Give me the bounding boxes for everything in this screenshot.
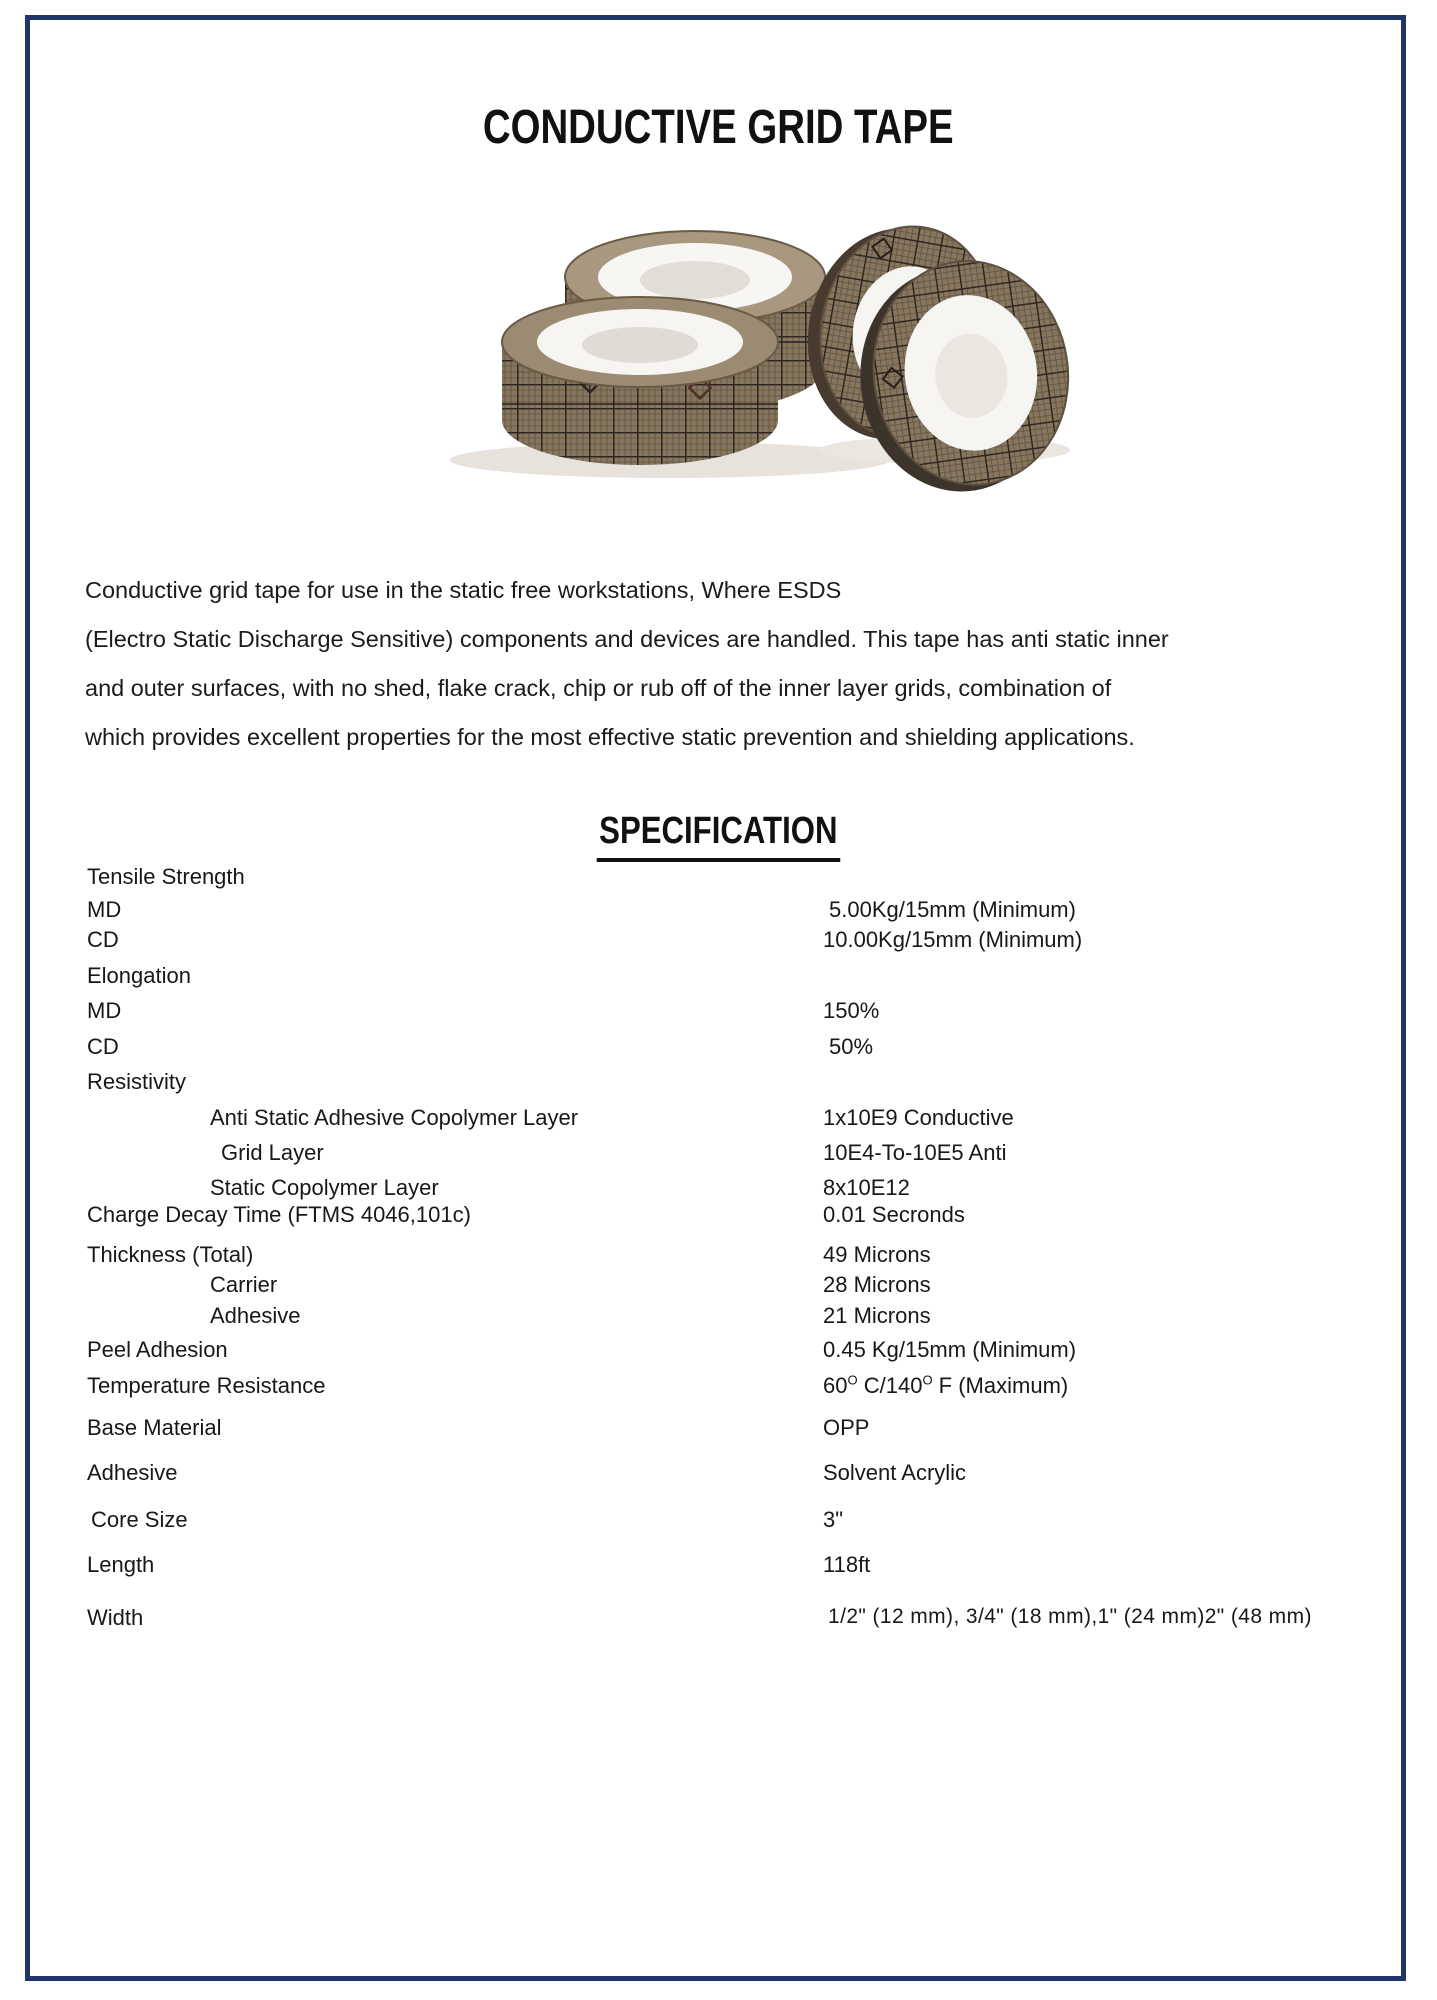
spec-label: Adhesive [87,1460,178,1485]
page-title-text: CONDUCTIVE GRID TAPE [483,101,954,154]
spec-label: CD [87,927,119,952]
spec-value: 49 Microns [823,1242,931,1267]
spec-label: Width [87,1605,144,1630]
product-description [85,566,1365,762]
spec-label: Carrier [210,1272,278,1297]
spec-label: MD [87,897,122,922]
page-title [0,100,1437,155]
spec-value: 118ft [823,1552,871,1577]
spec-value: 150% [823,998,880,1023]
description-line: Conductive grid tape for use in the static free workstations, Where ESDS [85,577,842,603]
specification-heading-text: SPECIFICATION [597,810,840,862]
spec-value: 50% [829,1034,874,1059]
product-photo [445,192,1075,492]
spec-label: CD [87,1034,119,1059]
spec-label: Thickness (Total) [87,1242,254,1267]
description-line: which provides excellent properties for the most effective static prevention and shielding applications. [85,724,1135,750]
spec-value: 5.00Kg/15mm (Minimum) [829,897,1076,922]
spec-label: Base Material [87,1415,222,1440]
spec-value: 1/2" (12 mm), 3/4" (18 mm),1" (24 mm)2" (48 mm) [828,1605,1312,1628]
spec-label: Tensile Strength [87,864,245,889]
spec-value: 10E4-To-10E5 Anti [823,1140,1007,1165]
spec-value: 10.00Kg/15mm (Minimum) [823,927,1083,952]
spec-label: Elongation [87,963,191,988]
spec-value: Solvent Acrylic [823,1460,967,1485]
spec-value: $60^O$ $C/140^O$ F (Maximum) [823,1372,1069,1398]
spec-label: Length [87,1552,155,1577]
specification-heading [0,810,1437,862]
spec-label: Charge Decay Time (FTMS 4046,101c) [87,1202,471,1227]
spec-value: 8x10E12 [823,1175,910,1200]
description-line: and outer surfaces, with no shed, flake crack, chip or rub off of the inner layer grids, combination of [85,675,1112,701]
spec-label: Adhesive [210,1303,301,1328]
tape-rolls-illustration [445,192,1075,492]
spec-label: Peel Adhesion [87,1337,228,1362]
spec-value: 1x10E9 Conductive [823,1105,1014,1130]
spec-label: MD [87,998,122,1023]
spec-value: 21 Microns [823,1303,931,1328]
spec-label: Static Copolymer Layer [210,1175,439,1200]
spec-value: 0.01 Secronds [823,1202,965,1227]
description-line: (Electro Static Discharge Sensitive) components and devices are handled. This tape has anti static inner [85,626,1169,652]
spec-value: 28 Microns [823,1272,931,1297]
spec-value: 0.45 Kg/15mm (Minimum) [823,1337,1077,1362]
spec-label: Anti Static Adhesive Copolymer Layer [210,1105,579,1130]
spec-value: 3" [823,1507,844,1532]
spec-label: Resistivity [87,1069,187,1094]
spec-label: Core Size [91,1507,188,1532]
spec-label: Temperature Resistance [87,1373,326,1398]
spec-value: OPP [823,1415,870,1440]
spec-label: Grid Layer [221,1140,324,1165]
